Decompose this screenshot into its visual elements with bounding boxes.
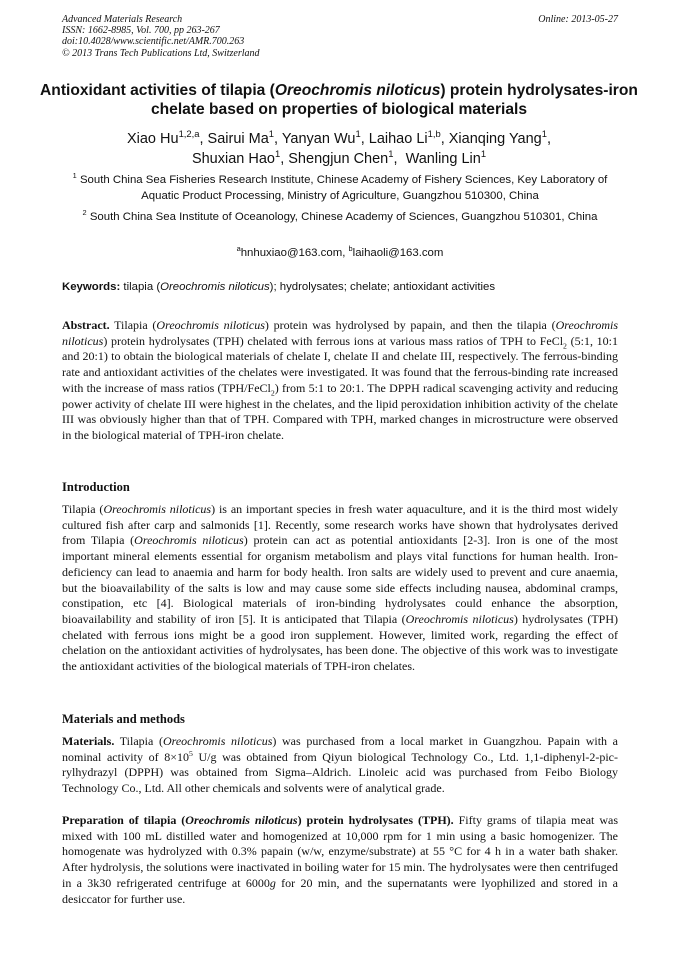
- author-sup: 1: [541, 128, 547, 140]
- author-sup: 1: [480, 148, 487, 160]
- author-name: Wanling Lin: [405, 151, 481, 167]
- author-name: Shengjun Chen: [288, 151, 389, 167]
- methods-text: Tilapia (: [114, 734, 163, 748]
- issn: ISSN: 1662-8985, Vol. 700, pp 263-267: [62, 25, 220, 37]
- email-mark-b: b: [348, 244, 353, 254]
- abstract: [62, 318, 618, 444]
- author-name: Laihao Li: [368, 131, 428, 147]
- abstract-text: ) protein hydrolysates (TPH) chelated with ferrous ions at various mass ratios of TPH to FeCl: [103, 333, 564, 348]
- keywords-pre: tilapia (: [123, 281, 161, 293]
- doi: doi:10.4028/www.scientific.net/AMR.700.263: [62, 36, 245, 48]
- title-part1: Antioxidant activities of tilapia (: [40, 82, 275, 99]
- author-sup: 1,2,a: [178, 128, 200, 140]
- affiliation-text: South China Sea Institute of Oceanology, Chinese Academy of Sciences, Guangzhou 510301, China: [89, 211, 598, 223]
- online-date: Online: 2013-05-27: [538, 14, 618, 25]
- abstract-text: Tilapia (: [109, 318, 157, 332]
- species-name: Oreochromis niloticus: [405, 611, 514, 626]
- affiliation-2: [62, 210, 618, 226]
- author-sup: 1: [268, 128, 275, 140]
- author-sup: 1: [355, 128, 361, 140]
- title-part2: ) protein hydrolysates-iron chelate based on properties of biological materials: [150, 82, 638, 118]
- species-name: Oreochromis niloticus: [103, 502, 212, 516]
- abstract-text: ) from 5:1 to 20:1. The DPPH radical scavenging activity and reducing power activity of chelate III were highest in the chelates, and the lipid peroxidation inhibition activity of the chelate III was obviously higher than that of TPH. Compared with TPH, marked changes in microstructure were observed in the biological material of TPH-iron chelate.: [62, 380, 618, 442]
- abstract-text: (5:1, 10:1 and 20:1) to obtain the biological materials of chelate I, chelate II and chelate III, respectively. The ferrous-binding rate and antioxidant activities of the chelates were investigated. It was found that the ferrous-binding rate increased with the increase of mass ratios (TPH/FeCl: [62, 333, 618, 395]
- keywords-species: Oreochromis niloticus: [160, 281, 270, 293]
- subsection-label: ) protein hydrolysates (TPH).: [297, 813, 454, 827]
- species-name: Oreochromis niloticus: [62, 318, 619, 348]
- journal-header: [62, 14, 618, 59]
- intro-text: ) hydrolysates (TPH) chelated with ferrous ions might be a good iron supplement. However, limited work, regarding the effect of chelation on the antioxidant activities of hydrolysates, has been done. The objective of this work was to investigate the antioxidant activities of the biological materials of TPH-iron chelates.: [62, 611, 618, 674]
- subscript: 2: [270, 388, 275, 398]
- affiliation-num: 1: [72, 171, 77, 181]
- email-mark-a: a: [236, 244, 241, 254]
- intro-text: Tilapia (: [62, 502, 104, 516]
- methods-heading: Materials and methods: [62, 712, 185, 726]
- methods-text: U/g was obtained from Qiyun biological Technology Co., Ltd. 1,1-diphenyl-2-pic-rylhydrazyl (DPPH) was obtained from Sigma–Aldrich. Linoleic acid was purchased from Feibo Biology Technology Co., Ltd. All other chemicals and solvents were of analytical grade.: [62, 749, 618, 796]
- species-name: Oreochromis niloticus: [162, 734, 273, 748]
- author-list: Xiao Hu$^{1,2,a}$, Sairui Ma$^1$, Yanyan Wu$^1$, Laihao Li$^{1,b}$, Xianqing Yang$^1$, Shuxian Hao$^1$, Shengjun Chen$^1$, Wanling Lin$^1$: [126, 128, 552, 167]
- abstract-label: Abstract.: [62, 318, 110, 332]
- subscript: 2: [563, 341, 567, 351]
- author-name: Xiao Hu: [126, 131, 179, 147]
- affiliation-text: South China Sea Fisheries Research Institute, Chinese Academy of Fishery Sciences, Key Laboratory of Aquatic Product Processing, Ministry of Agriculture, Guangzhou 510300, China: [79, 174, 608, 202]
- methods-text: ) was purchased from a local market in Guangzhou. Papain with a nominal activity of 8×10: [62, 734, 618, 764]
- methods-preparation: [62, 813, 618, 907]
- author-emails: [62, 246, 618, 261]
- introduction-heading: Introduction: [62, 480, 130, 494]
- introduction-body: [62, 502, 618, 675]
- affiliation-1: [62, 173, 618, 204]
- species-name: Oreochromis niloticus: [185, 813, 298, 827]
- methods-materials: [62, 734, 618, 797]
- methods-text: Fifty grams of tilapia meat was mixed with 100 mL distilled water and homogenized at 10,000 rpm for 1 min using a basic homogenizer. The homogenate was hydrolyzed with 0.3% papain (w/w, enzyme/substrate) at 55 °C for 4 h in a water bath shaker. After hydrolysis, the solutions were inactivated in boiling water for 15 min. The hydrolysates were then centrifuged in a 3k30 refrigerated centrifuge at 6000: [62, 813, 618, 890]
- author-name: Xianqing Yang: [448, 131, 542, 147]
- author-sup: 1: [274, 148, 281, 160]
- keywords-label: Keywords:: [62, 281, 121, 293]
- email-a: hnhuxiao@163.com,: [240, 247, 346, 259]
- author-name: Shuxian Hao: [191, 151, 275, 167]
- abstract-text: ) protein was hydrolysed by papain, and then the tilapia (: [264, 318, 556, 332]
- author-sup: 1: [388, 148, 394, 160]
- species-name: Oreochromis niloticus: [134, 533, 244, 548]
- methods-text: for 20 min, and the supernatants were lyophilized and stored in a desiccator for further use.: [62, 875, 618, 906]
- superscript: 5: [188, 748, 193, 758]
- intro-text: ) protein can act as potential antioxidants [2-3]. Iron is one of the most important mineral elements essential for organism metabolism and plays vital functions for human health. Iron-deficiency can lead to anaemia and harm for body health. Iron salts are widely used to prevent and cure anaemia, but the bioavailability of the salts is low and may cause some side effects including nausea, abdominal cramps, constipation, etc [4]. Biological materials of iron-binding hydrolysates could enhance the absorption, bioavailability and stability of iron [5]. It is anticipated that Tilapia (: [62, 533, 618, 626]
- subsection-label: Preparation of tilapia (: [62, 813, 186, 827]
- keywords-post: ); hydrolysates; chelate; antioxidant activities: [269, 281, 496, 293]
- affiliation-num: 2: [82, 208, 87, 218]
- journal-name: Advanced Materials Research: [62, 14, 183, 25]
- subsection-label: Materials.: [62, 734, 115, 748]
- intro-text: ) is an important species in fresh water aquaculture, and it is the third most widely cultured fish after carp and salmonids [1]. Recently, some research works have shown that hydrolysates derived from Tilapia (: [62, 502, 618, 548]
- title-species: Oreochromis niloticus: [274, 82, 441, 99]
- copyright: © 2013 Trans Tech Publications Ltd, Switzerland: [62, 47, 260, 59]
- species-name: Oreochromis niloticus: [156, 318, 265, 332]
- author-name: Sairui Ma: [207, 131, 269, 147]
- author-name: Yanyan Wu: [281, 131, 356, 147]
- keywords: [62, 280, 618, 295]
- author-sup: 1,b: [427, 128, 441, 140]
- paper-title: [40, 81, 638, 119]
- gravity-unit: g: [269, 875, 276, 890]
- email-b: laihaoli@163.com: [352, 247, 444, 259]
